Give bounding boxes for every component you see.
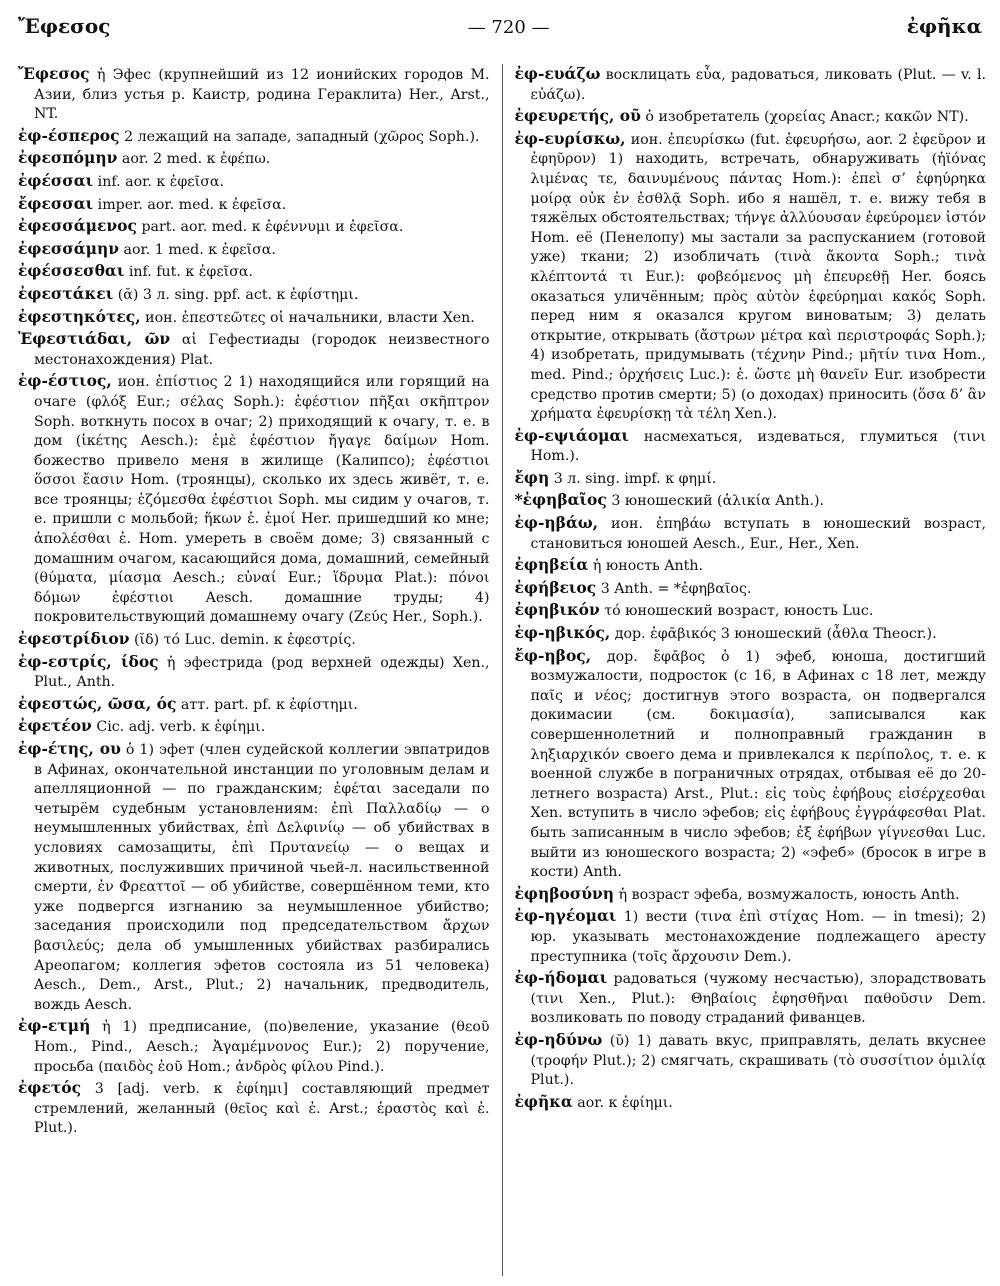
- dictionary-entry: [515, 578, 987, 600]
- left-column: [18, 64, 502, 1276]
- entry-headword: ἐφεσπόμην: [18, 148, 118, 168]
- header-right-guide-word: ἐφῆκα: [906, 14, 982, 38]
- dictionary-entry: [18, 126, 490, 148]
- entry-headword: ἐφ-ευάζω: [514, 64, 601, 83]
- entry-headword: ἐφ-έστιος,: [18, 371, 112, 391]
- entry-definition: атт. part. pf. к ἐφίστημι.: [180, 696, 358, 713]
- page-number: — 720 —: [467, 17, 550, 38]
- dictionary-entry: [18, 1078, 490, 1139]
- entry-definition: aor. 2 med. к ἐφέπω.: [121, 151, 271, 168]
- entry-definition: 3 л. sing. impf. к φημί.: [553, 470, 717, 487]
- dictionary-entry: [515, 906, 987, 967]
- entry-definition: восклицать εὖα, радоваться, ликовать (Plut. — v. l. εὐάζω).: [530, 67, 986, 103]
- entry-definition: ἡ 1) предписание, (по)веление, указание (θεοῦ Hom., Pind., Aesch.; Ἀγαμέμνονος Eur.); 2) поручение, просьба (παιδὸς ἑοῦ Hom.; ἀνδρὸς φίλου Pind.).: [34, 1019, 490, 1075]
- entry-definition: aor. 1 med. к ἐφεῖσα.: [123, 241, 276, 258]
- entry-definition: ион. ἐπηβάω вступать в юношеский возраст, становиться юношей Aesch., Eur., Her., Xen.: [530, 516, 986, 552]
- entry-definition: 3 Anth. = *ἐφηβαῖος.: [600, 580, 752, 597]
- right-column: [503, 64, 987, 1276]
- entry-definition: 3 юношеский (ἁλικία Anth.).: [611, 493, 825, 510]
- entry-definition: ἡ Эфес (крупнейший из 12 ионийских городов М. Азии, близ устья р. Каистр, родина Гераклита) Her., Arst., NT.: [34, 67, 490, 123]
- dictionary-entry: [18, 171, 490, 193]
- dictionary-entry: [18, 216, 490, 238]
- dictionary-entry: [515, 600, 987, 622]
- dictionary-entry: [18, 64, 490, 125]
- entry-definition: aor. к ἐφίημι.: [577, 1094, 673, 1111]
- columns: [18, 64, 986, 1276]
- dictionary-entry: [18, 694, 490, 716]
- entry-headword: ἐφεστηκότες,: [18, 306, 141, 326]
- entry-definition: ион. ἐπεστεῶτες οἱ начальники, власти Xen.: [145, 309, 475, 326]
- entry-headword: *ἐφηβαῖος: [514, 490, 607, 510]
- entry-headword: Ἔφεσος: [18, 64, 90, 83]
- entry-definition: ὁ изобретатель (χορείας Anacr.; κακῶν NT).: [645, 109, 969, 126]
- entry-headword: ἔφ-ηβος,: [514, 645, 592, 665]
- entry-headword: ἐφ-ηγέομαι: [514, 906, 617, 926]
- dictionary-entry: [515, 646, 987, 883]
- dictionary-entry: [18, 739, 490, 1015]
- dictionary-entry: [18, 371, 490, 628]
- entry-headword: ἐφεσσάμην: [18, 238, 120, 258]
- entry-definition: (ῡ) 1) давать вкус, приправлять, делать вкуснее (τροφήν Plut.); 2) смягчать, скрашивать (τὸ συσσίτιον ὁμιλίᾳ Plut.).: [530, 1032, 986, 1089]
- entry-definition: насмехаться, издеваться, глумиться (τινι Hom.).: [530, 428, 986, 465]
- entry-definition: inf. fut. к ἐφεῖσα.: [128, 264, 254, 281]
- entry-headword: ἔφεσσαι: [18, 193, 94, 213]
- dictionary-entry: [515, 555, 987, 577]
- entry-headword: ἐφ-ηβάω,: [514, 513, 599, 533]
- entry-headword: ἐφ-ήδομαι: [514, 968, 608, 988]
- dictionary-entry: [18, 261, 490, 283]
- entry-headword: ἔφη: [514, 467, 550, 487]
- entry-definition: ἡ возраст эфеба, возмужалость, юность Anth.: [618, 886, 960, 903]
- dictionary-entry: [515, 513, 987, 554]
- dictionary-entry: [515, 468, 987, 490]
- dictionary-entry: [515, 884, 987, 906]
- dictionary-entry: [515, 968, 987, 1029]
- entry-definition: 3 [adj. verb. к ἐφίημι] составляющий предмет стремлений, желанный (θεῖος καὶ ἐ. Arst.; ἐραστὸς καὶ ἐ. Plut.).: [34, 1081, 490, 1137]
- header-left-guide-word: Ἔφεσος: [18, 14, 111, 38]
- entry-headword: ἐφεστρίδιον: [18, 629, 130, 649]
- dictionary-entry: [18, 629, 490, 651]
- entry-definition: ἡ юность Anth.: [592, 558, 704, 575]
- dictionary-entry: [18, 1016, 490, 1077]
- entry-definition: ион. ἐπευρίσκω (fut. ἐφευρήσω, aor. 2 ἐφεῦρον и ἐφηῦρον) 1) находить, встречать, обнаруживать (ἠϊόνας λιμένας τε, δαινυμένους πάντας Hom.): ἐπεὶ σ’ ἐφηύρηκα μοίρᾳ οὐκ ἐν ἐσθλᾷ Soph. ибо я нашёл, т. е. вижу тебя в тяжёлых обстоятельствах; τήνγε ἀλλύουσαν ἐφεύρομεν ἱστόν Hom. её (Пенелопу) мы застали за распусканием (готовой уже) ткани; 2) изобличать (τινὰ ἄκοντα Soph.; τινὰ κλέπτοντά τι Eur.): φοβεόμενος μὴ ἐπευρεθῇ Her. боясь оказаться уличённым; πρὸς αὐτὸν ἐφεύρημαι κακός Soph. перед ним я оказался кругом виноватым; 3) делать открытие, открывать (ἄστρων μέτρα καὶ περιστροφάς Soph.); 4) изобретать, придумывать (τέχνην Pind.; μῆτίν τινα Hom., med. Pind.; ὀρχήσεις Luc.): ἐ. ὥστε μὴ θανεῖν Eur. изобрести средство против смерти; 5) (о доходах) приносить (ὅσα δ’ ἂν χρήματα ἐφευρίσκῃ τὰ τέλη Xen.).: [530, 131, 986, 423]
- dictionary-entry: [18, 652, 490, 693]
- dictionary-entry: [18, 716, 490, 738]
- dictionary-entry: [515, 64, 987, 105]
- dictionary-entry: [515, 426, 987, 467]
- dictionary-entry: [515, 1030, 987, 1091]
- entry-definition: (ᾰ) 3 л. sing. ppf. act. к ἐφίστημι.: [117, 286, 359, 303]
- entry-headword: ἐφήβειος: [514, 577, 597, 597]
- entry-headword: ἐφετός: [18, 1078, 82, 1098]
- dictionary-entry: [18, 284, 490, 306]
- dictionary-entry: [515, 129, 987, 425]
- entry-headword: ἐφ-ηβικός,: [514, 623, 611, 643]
- entry-headword: ἐφέσσαι: [18, 170, 94, 190]
- entry-headword: ἐφεστάκει: [18, 283, 114, 303]
- entry-definition: αἱ Гефестиады (городок неизвестного местонахождения) Plat.: [34, 332, 490, 368]
- entry-headword: ἐφῆκα: [514, 1091, 573, 1111]
- entry-definition: ὁ 1) эфет (член судейской коллегии эвпатридов в Афинах, окончательной инстанции по уголовным делам и апелляционной — по гражданским; ἐφέται заседали по четырём судебным установлениям: ἐπὶ Παλλαδίῳ — о неумышленных убийствах, ἐπὶ Δελφινίῳ — об убийствах в условиях самозащиты, ἐπὶ Πρυτανείῳ — о вещах и животных, послуживших причиной чьей-л. насильственной смерти, ἐν Φρεαττοῖ — об убийстве, совершённом теми, кто уже подвергся изгнанию за неумышленное убийство; заседания происходили под председательством ἄρχων βασιλεύς; дела об умышленных убийствах разбирались Ареопагом; коллегия эфетов состояла из 51 человека) Aesch., Dem., Arst., Plut.; 2) начальник, предводитель, вождь Aesch.: [34, 742, 490, 1013]
- entry-definition: imper. aor. med. к ἐφεῖσα.: [97, 196, 287, 213]
- entry-definition: τό юношеский возраст, юность Luc.: [604, 603, 874, 620]
- entry-definition: Cic. adj. verb. к ἐφίημι.: [96, 719, 266, 736]
- entry-definition: 2 лежащий на западе, западный (χῶρος Soph.).: [124, 128, 480, 145]
- entry-definition: дор. ἔφᾱβος ὁ 1) эфеб, юноша, достигший возмужалости, подросток (с 16, в Афинах с 18 лет, между παῖς и νέος; достигнув этого возраста, он подвергался докимасии (см. δοκιμασία), записывался как совершеннолетний и полноправный гражданин в ληξιαρχικόν своего дема и привлекался к περίπολος, т. е. к военной службе в пограничных отрядах, отбывая её до 20-летнего возраста) Arst., Plut.: εἰς τοὺς ἐφήβους εἰσέρχεσθαι Xen. вступить в число эфебов; εἰς ἐφήβους ἐγγράφεσθαι Plat. быть записанным в число эфебов; ἐξ ἐφήβων γίγνεσθαι Luc. выйти из юношеского возраста; 2) «эфеб» (бросок в игре в кости) Anth.: [530, 648, 986, 881]
- entry-headword: ἐφηβικόν: [514, 600, 600, 620]
- entry-headword: ἐφ-ηδύνω: [514, 1029, 603, 1049]
- entry-definition: ἡ эфестрида (род верхней одежды) Xen., Plut., Anth.: [34, 654, 490, 691]
- entry-headword: ἐφεστώς, ῶσα, ός: [18, 693, 177, 713]
- page-header: [18, 14, 982, 46]
- dictionary-entry: [18, 239, 490, 261]
- dictionary-entry: [515, 1092, 987, 1114]
- entry-headword: ἐφ-έσπερος: [18, 125, 120, 145]
- entry-definition: part. aor. med. к ἐφέννυμι и ἐφεῖσα.: [141, 219, 404, 236]
- entry-definition: 1) вести (τινα ἐπὶ στίχας Hom. — in tmesi); 2) юр. указывать местонахождение подлежащего аресту преступника (τοῖς ἄρχουσιν Dem.).: [530, 909, 986, 965]
- dictionary-entry: [515, 490, 987, 512]
- dictionary-entry: [515, 106, 987, 128]
- entry-definition: радоваться (чужому несчастью), злорадствовать (τινι Xen., Plut.): Θηβαίοις ἐφησθῆναι παθοῦσιν Dem. возликовать по поводу страданий фиванцев.: [530, 971, 986, 1027]
- entry-headword: ἐφ-εστρίς, ίδος: [18, 651, 159, 671]
- dictionary-entry: [18, 194, 490, 216]
- entry-headword: ἐφ-εψιάομαι: [514, 425, 629, 445]
- entry-definition: ион. ἐπίστιος 2 1) находящийся или горящий на очаге (φλόξ Eur.; σέλας Soph.): ἐφέστιον πῆξαι σκῆπτρον Soph. воткнуть посох в очаг; 2) приходящий к очагу, т. е. в дом (ἱκέτης Aesch.): ἐμὲ ἐφέστιον ἤγαγε δαίμων Hom. божество привело меня в жилище (Калипсо); ἐφέστιοι ὅσσοι ἔασιν Hom. (троянцы), сколько их здесь живёт, т. е. все троянцы; ἑζόμεσθα ἐφέστιοι Soph. мы сидим у очагов, т. е. пришли с мольбой; ἥκων ἐ. ἐμοί Her. пришедший ко мне; ἀπολέσθαι ἐ. Hom. умереть в своём доме; 3) связанный с домашним очагом, касающийся дома, домашний, семейный (θύματα, μίασμα Aesch.; εὐναί Eur.; ἵδρυμα Plat.): πόνοι δόμων ἐφέστιοι Aesch. домашние труды; 4) покровительствующий домашнему очагу (Ζεύς Her., Soph.).: [34, 374, 490, 626]
- entry-headword: ἐφηβοσύνη: [514, 883, 615, 903]
- entry-headword: ἐφεσσάμενος: [18, 216, 137, 236]
- entry-headword: ἐφευρετής, οῦ: [514, 106, 641, 126]
- dictionary-entry: [18, 307, 490, 329]
- entry-headword: ἐφ-έτης, ου: [18, 739, 121, 758]
- entry-definition: (ῐδ) τό Luc. demin. к ἐφεστρίς.: [133, 632, 356, 649]
- entry-headword: ἐφ-ευρίσκω,: [514, 128, 626, 148]
- dictionary-entry: [18, 329, 490, 370]
- entry-definition: дор. ἐφᾱβικός 3 юношеский (ἆθλα Theocr.).: [614, 626, 937, 643]
- entry-headword: ἐφηβεία: [514, 555, 589, 575]
- entry-headword: ἐφ-ετμή: [18, 1016, 91, 1036]
- entry-headword: ἐφέσσεσθαι: [18, 261, 125, 281]
- dictionary-entry: [18, 148, 490, 170]
- entry-headword: ἐφετέον: [18, 716, 92, 736]
- dictionary-entry: [515, 623, 987, 645]
- entry-headword: Ἐφεστιάδαι, ῶν: [18, 329, 171, 349]
- entry-definition: inf. aor. к ἐφεῖσα.: [97, 173, 224, 190]
